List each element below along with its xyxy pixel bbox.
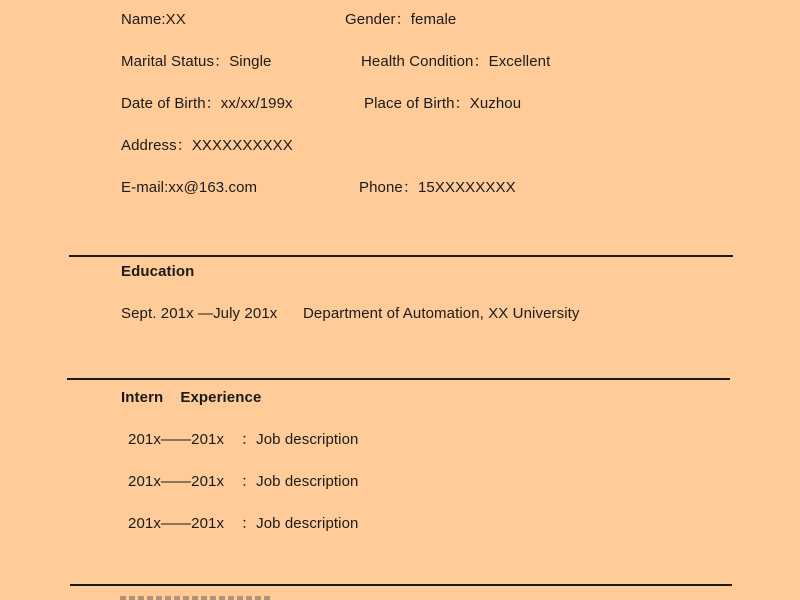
intern-experience-heading: Intern Experience [121,389,262,406]
section-divider [67,378,730,380]
address-field: Address：XXXXXXXXXX [121,137,293,154]
section-divider [70,584,732,586]
cutoff-next-heading [120,596,270,600]
education-heading: Education [121,263,195,280]
intern-entry-description: ：Job description [241,515,359,532]
gender-field: Gender：female [345,11,457,28]
date-of-birth-field: Date of Birth：xx/xx/199x [121,95,293,112]
marital-status-field: Marital Status：Single [121,53,272,70]
intern-entry-description: ：Job description [241,431,359,448]
education-detail: Department of Automation, XX University [303,305,580,322]
intern-entry-description: ：Job description [241,473,359,490]
intern-entry-period: 201x——201x [128,515,225,532]
health-condition-field: Health Condition：Excellent [361,53,551,70]
email-field: E-mail:xx@163.com [121,179,258,196]
section-divider [69,255,733,257]
name-field: Name:XX [121,11,186,28]
phone-field: Phone：15XXXXXXXX [359,179,516,196]
intern-entry-period: 201x——201x [128,473,225,490]
place-of-birth-field: Place of Birth：Xuzhou [364,95,522,112]
education-period: Sept. 201x —July 201x [121,305,278,322]
intern-entry-period: 201x——201x [128,431,225,448]
